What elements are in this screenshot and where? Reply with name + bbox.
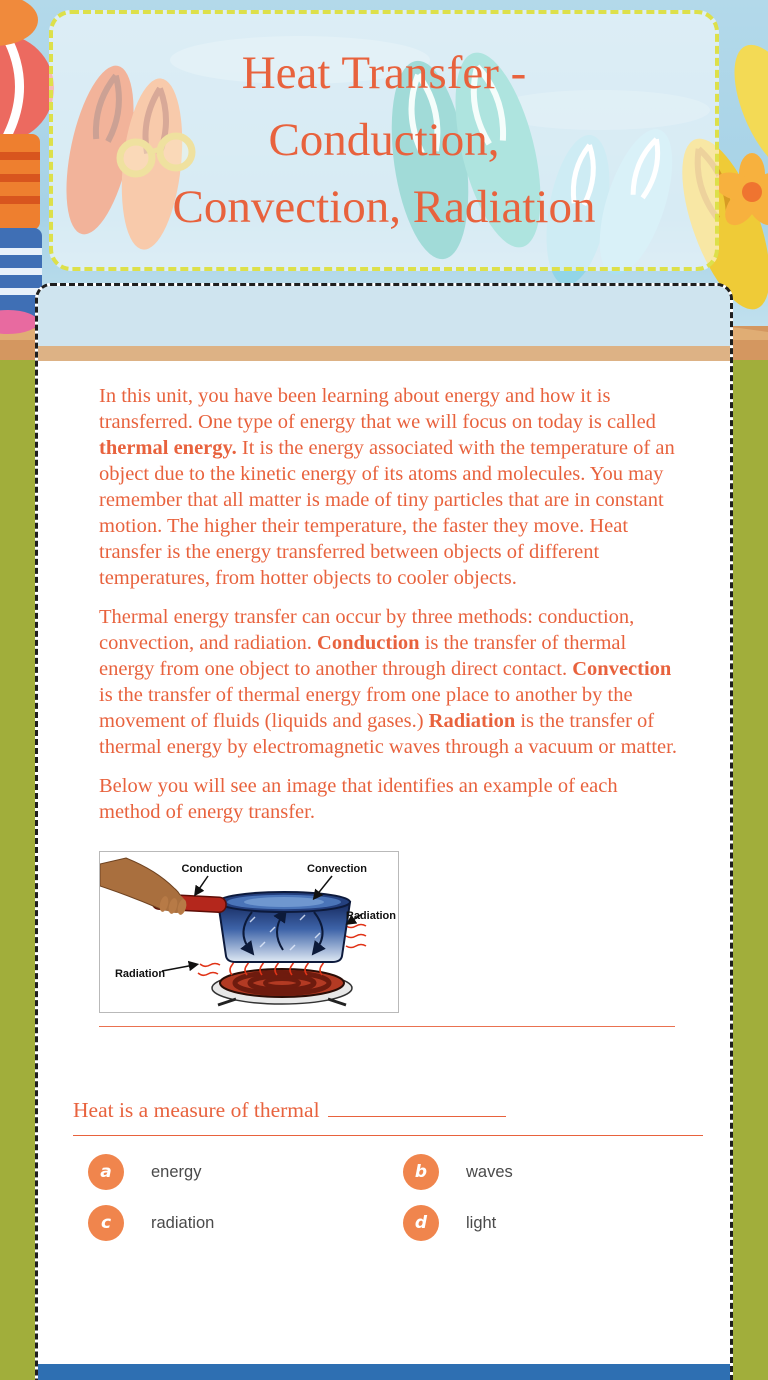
- title-line-3: Convection, Radiation: [172, 181, 596, 233]
- intro-paragraph-1: [99, 383, 679, 591]
- p2-text-3: is the transfer of thermal energy from one place to another by the movement of fluids (liquids and gases.): [99, 684, 633, 732]
- choice-b-badge[interactable]: b: [403, 1154, 439, 1190]
- heat-transfer-diagram: [99, 851, 399, 1013]
- p2-text-2: is the transfer of thermal energy from one object to another through direct contact.: [99, 632, 627, 680]
- title-line-2: Conduction,: [268, 114, 500, 166]
- p1-text: In this unit, you have been learning about energy and how it is transferred. One type of energy that we will focus on today is called: [99, 385, 656, 433]
- p2-bold-convection: Convection: [572, 658, 672, 680]
- choice-c-label: radiation: [151, 1213, 215, 1232]
- card-sand-band: [38, 346, 730, 361]
- page-title: [173, 40, 596, 241]
- next-section-bar: [38, 1364, 730, 1380]
- p1-bold-term: thermal energy.: [99, 437, 237, 459]
- choice-d-label: light: [466, 1213, 497, 1232]
- radiation-right-label: Radiation: [345, 910, 396, 922]
- worksheet-card: [35, 283, 733, 1380]
- intro-paragraph-3: Below you will see an image that identifies an example of each method of energy transfer.: [99, 775, 618, 823]
- pot-icon: [218, 892, 350, 962]
- p2-bold-radiation: Radiation: [428, 710, 516, 732]
- choice-a[interactable]: [73, 1154, 388, 1190]
- title-line-1: Heat Transfer -: [241, 47, 527, 99]
- choice-b-label: waves: [466, 1162, 513, 1181]
- card-sky-band: [38, 286, 730, 346]
- choice-b[interactable]: [388, 1154, 703, 1190]
- choice-a-badge[interactable]: a: [88, 1154, 124, 1190]
- choice-c-badge[interactable]: c: [88, 1205, 124, 1241]
- intro-paragraph-2: [99, 604, 679, 760]
- choice-d[interactable]: [388, 1205, 703, 1241]
- section-divider: [99, 1026, 675, 1027]
- choice-c[interactable]: [73, 1205, 388, 1241]
- p2-text-4: is the transfer of thermal energy by electromagnetic waves through a vacuum or matter.: [99, 710, 677, 758]
- p2-text: Thermal energy transfer can occur by three methods: conduction, convection, and radiation.: [99, 606, 635, 654]
- choice-a-label: energy: [151, 1162, 202, 1181]
- stove-burner-icon: [212, 969, 352, 1005]
- worksheet-content: [38, 361, 730, 1241]
- title-card: [49, 10, 719, 271]
- p2-bold-conduction: Conduction: [317, 632, 420, 654]
- radiation-bottom-label: Radiation: [114, 968, 166, 980]
- question-stem: Heat is a measure of thermal: [73, 1098, 320, 1122]
- question-text: [73, 1097, 703, 1136]
- choices-grid: [73, 1154, 703, 1241]
- convection-label: Convection: [307, 863, 367, 875]
- answer-blank: [328, 1100, 506, 1117]
- conduction-label: Conduction: [181, 863, 243, 875]
- choice-d-badge[interactable]: d: [403, 1205, 439, 1241]
- p1-text-cont: It is the energy associated with the temperature of an object due to the kinetic energy of its atoms and molecules. You may remember that all matter is made of tiny particles that are in constant motion. The higher their temperature, the faster they move. Heat transfer is the energy transferred between objects of different temperatures, from hotter objects to cooler objects.: [99, 437, 675, 589]
